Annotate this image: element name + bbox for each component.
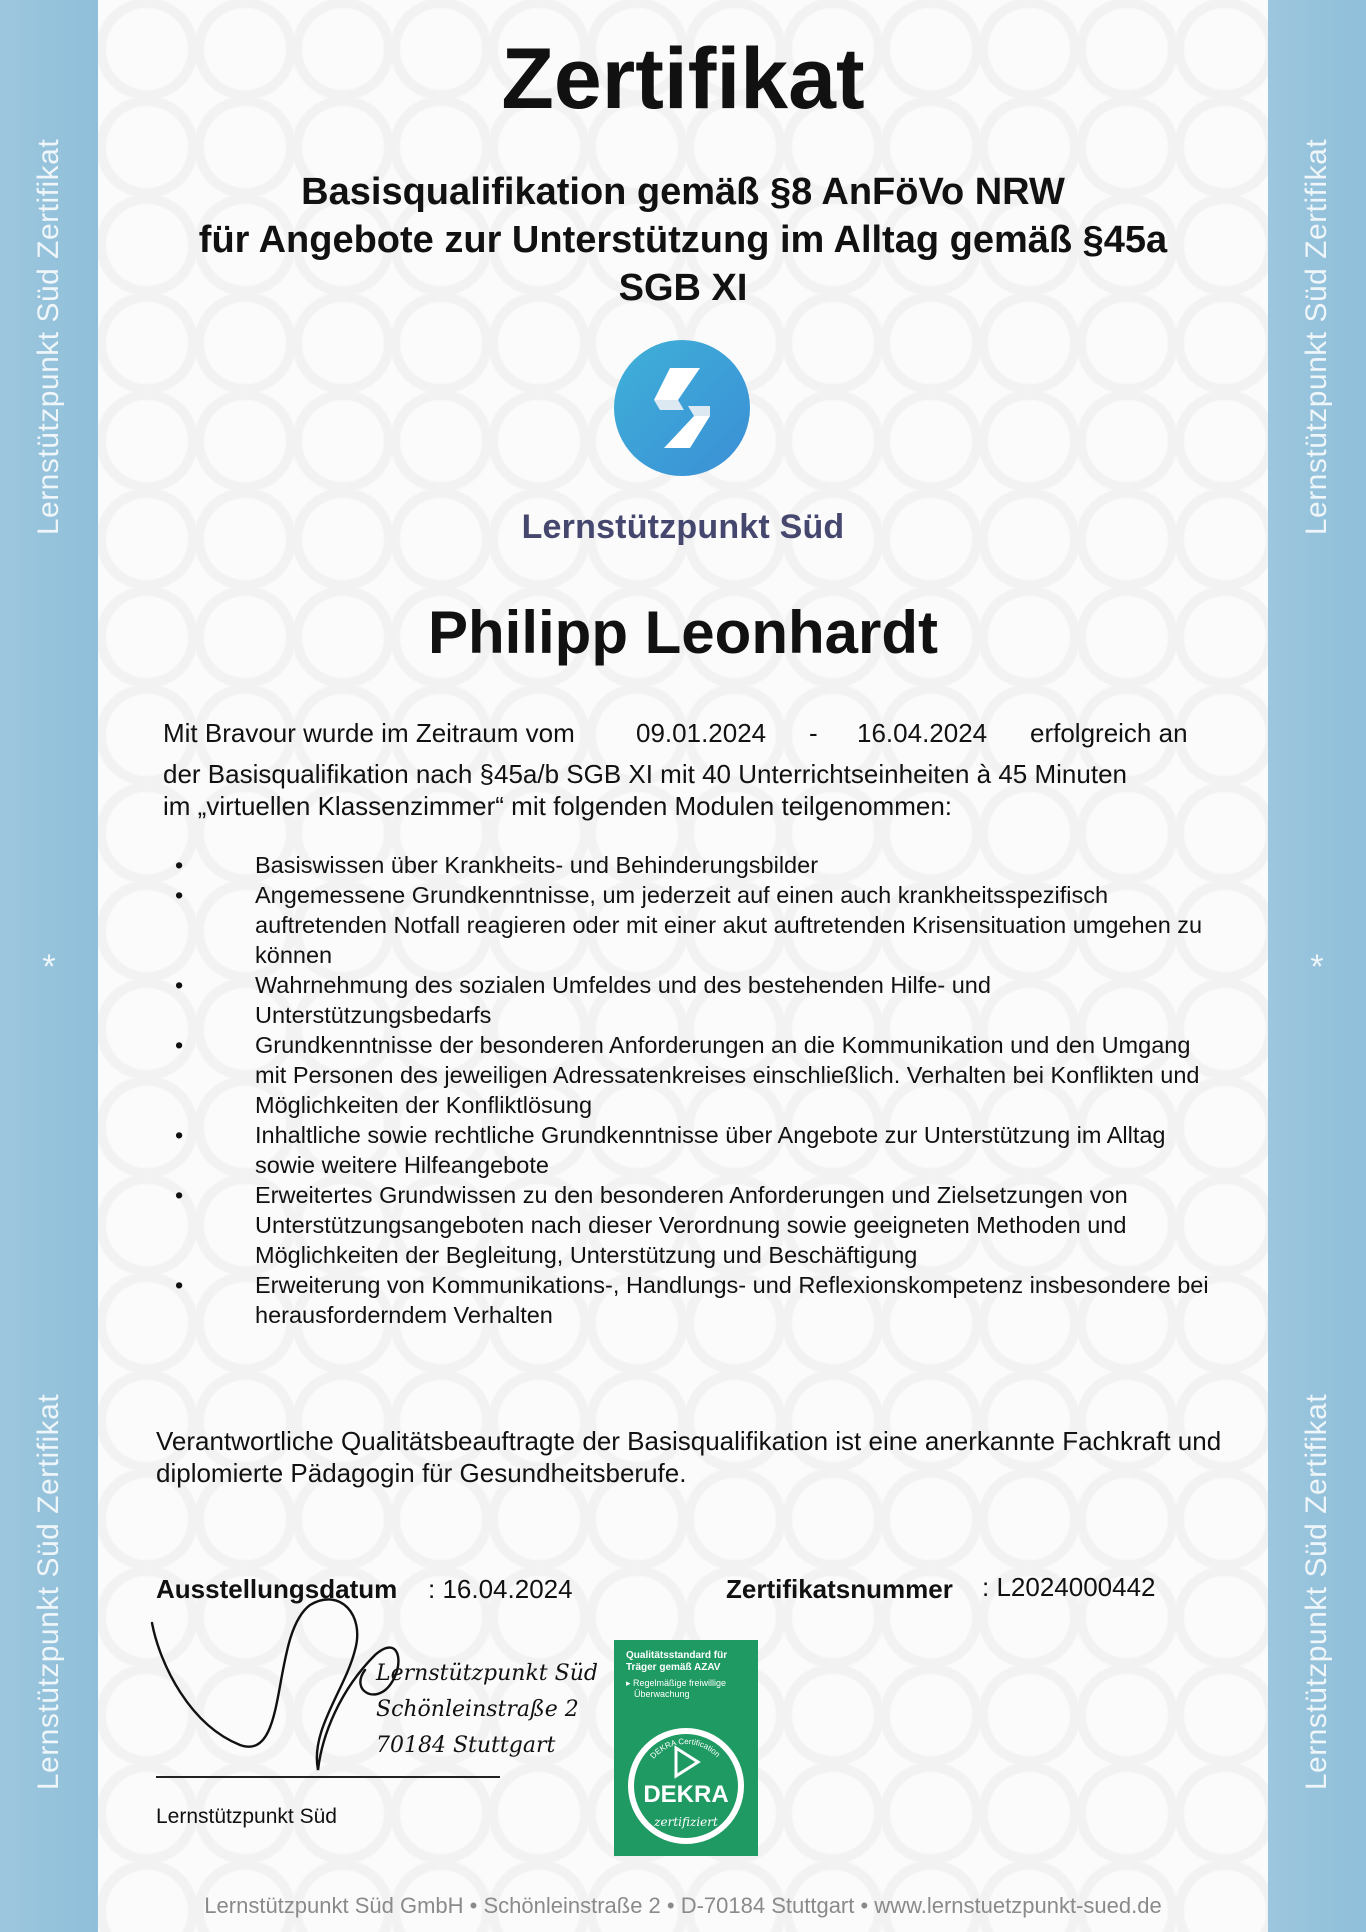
signature-line bbox=[156, 1776, 500, 1778]
date-dash: - bbox=[809, 718, 818, 748]
intro-text bbox=[163, 758, 1203, 822]
stamp-line: 70184 Stuttgart bbox=[376, 1733, 556, 1758]
list-item: • Grundkenntnisse der besonderen Anforderungen an die Kommunikation und den Umgang mit Personen des jeweiligen Adressatenkreises einschließlich. Verhalten bei Konflikten und Möglichkeiten der Konfliktlösung bbox=[163, 1030, 1223, 1120]
subtitle-line: Basisqualifikation gemäß §8 AnFöVo NRW bbox=[301, 171, 1065, 213]
side-band-text: Lernstützpunkt Süd Zertifikat bbox=[1300, 138, 1333, 536]
certificate-subtitle bbox=[140, 168, 1226, 312]
list-item: • Erweiterung von Kommunikations-, Handlungs- und Reflexionskompetenz insbesondere bei herausforderndem Verhalten bbox=[163, 1270, 1223, 1330]
seal-ring-text: DEKRA Certification bbox=[648, 1736, 722, 1761]
list-item: • Inhaltliche sowie rechtliche Grundkenntnisse über Angebote zur Unterstützung im Alltag sowie weitere Hilfeangebote bbox=[163, 1120, 1223, 1180]
subtitle-line: für Angebote zur Unterstützung im Alltag gemäß §45a bbox=[198, 219, 1168, 261]
module-list bbox=[163, 850, 1223, 1330]
date-from: 09.01.2024 bbox=[636, 718, 767, 748]
stamp-line: Lernstützpunkt Süd bbox=[376, 1661, 598, 1686]
seal-text: ▸ Regelmäßige freiwillige bbox=[626, 1678, 727, 1688]
intro-suffix: erfolgreich an bbox=[1030, 718, 1188, 748]
brand-name: Lernstützpunkt Süd bbox=[521, 508, 845, 546]
side-band-star: * bbox=[42, 948, 56, 986]
stamp-line: Schönleinstraße 2 bbox=[376, 1697, 579, 1722]
lernstuetzpunkt-logo-icon bbox=[614, 340, 750, 476]
certificate-title: Zertifikat bbox=[501, 31, 865, 127]
recipient-name: Philipp Leonhardt bbox=[428, 599, 938, 666]
list-item: • Basiswissen über Krankheits- und Behinderungsbilder bbox=[163, 850, 1223, 880]
address-stamp bbox=[376, 1656, 598, 1764]
intro-line-3: im „virtuellen Klassenzimmer“ mit folgenden Modulen teilgenommen: bbox=[163, 791, 953, 821]
certificate-number-value: : L2024000442 bbox=[982, 1572, 1156, 1602]
footer-address: Lernstützpunkt Süd GmbH • Schönleinstraße 2 • D-70184 Stuttgart • www.lernstuetzpunkt-sued.de bbox=[204, 1893, 1162, 1918]
issue-date-label: Ausstellungsdatum bbox=[156, 1574, 398, 1604]
seal-text: Qualitätsstandard für bbox=[626, 1650, 728, 1661]
date-to: 16.04.2024 bbox=[857, 718, 988, 748]
side-band-text: Lernstützpunkt Süd Zertifikat bbox=[32, 138, 65, 536]
seal-tag: zertifiziert bbox=[654, 1815, 718, 1829]
signature-name: Lernstützpunkt Süd bbox=[156, 1805, 337, 1828]
intro-prefix: Mit Bravour wurde im Zeitraum vom bbox=[163, 718, 575, 748]
dekra-seal-icon bbox=[614, 1640, 758, 1856]
intro-line-2: der Basisqualifikation nach §45a/b SGB XI mit 40 Unterrichtseinheiten à 45 Minuten bbox=[163, 759, 1127, 789]
responsible-statement: Verantwortliche Qualitätsbeauftragte der Basisqualifikation ist eine anerkannte Fachkraft und diplomierte Pädagogin für Gesundheitsberufe. bbox=[156, 1426, 1222, 1488]
list-item: • Angemessene Grundkenntnisse, um jederzeit auf einen auch krankheitsspezifisch auftretenden Notfall reagieren oder mit einer akut auftretenden Krisensituation umgehen zu können bbox=[163, 880, 1223, 970]
list-item: • Erweitertes Grundwissen zu den besonderen Anforderungen und Zielsetzungen von Unterstützungsangeboten nach dieser Verordnung sowie geeigneten Methoden und Möglichkeiten der Begleitung, Unterstützung und Beschäftigung bbox=[163, 1180, 1223, 1270]
certificate-number-label: Zertifikatsnummer bbox=[726, 1574, 953, 1604]
side-band-star: * bbox=[1310, 948, 1324, 986]
side-band-text: Lernstützpunkt Süd Zertifikat bbox=[1300, 1393, 1333, 1791]
issue-date-value: : 16.04.2024 bbox=[428, 1574, 573, 1604]
list-item: • Wahrnehmung des sozialen Umfeldes und des bestehenden Hilfe- und Unterstützungsbedarfs bbox=[163, 970, 1223, 1030]
left-side-band bbox=[0, 0, 98, 1932]
subtitle-line: SGB XI bbox=[618, 267, 748, 309]
seal-text: Überwachung bbox=[634, 1689, 690, 1699]
right-side-band bbox=[1268, 0, 1366, 1932]
seal-name: DEKRA bbox=[643, 1781, 729, 1808]
seal-text: Träger gemäß AZAV bbox=[626, 1662, 721, 1673]
side-band-text: Lernstützpunkt Süd Zertifikat bbox=[32, 1393, 65, 1791]
